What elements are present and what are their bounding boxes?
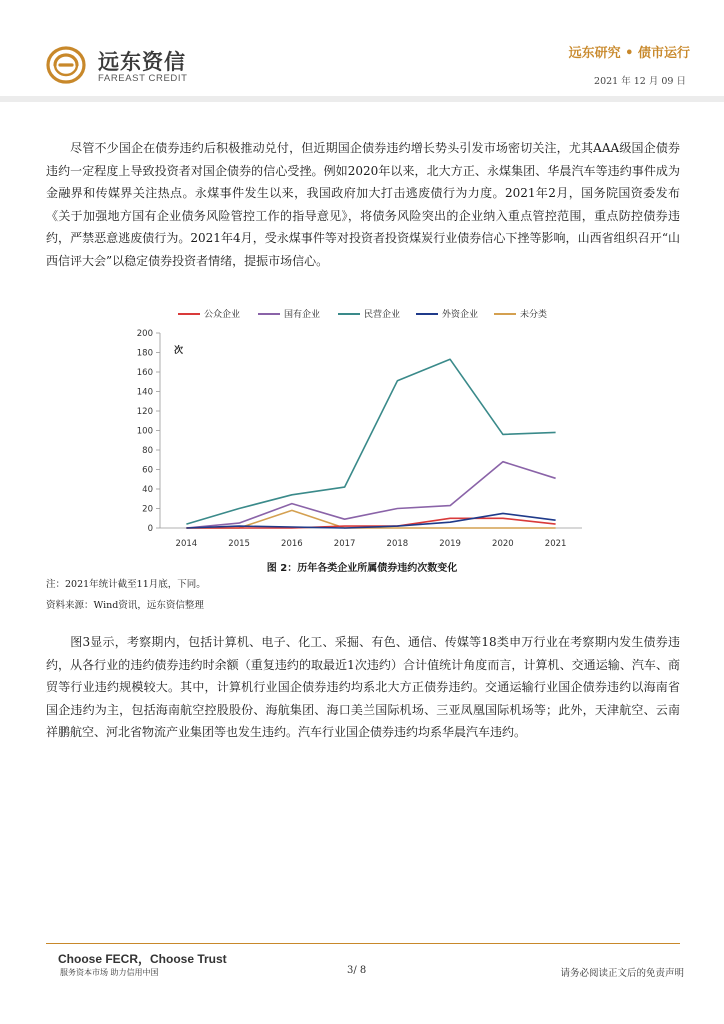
x-tick-label: 2015 [228,539,250,549]
figure-caption: 图 2：历年各类企业所属债券违约次数变化 [266,563,458,574]
series-line [186,359,555,524]
report-date: 2021 年 12 月 09 日 [594,76,686,87]
y-tick-label: 20 [142,504,153,515]
y-tick-label: 40 [142,485,153,495]
y-tick-label: 100 [136,426,153,437]
paragraph-2-text: 图3显示，考察期内，包括计算机、电子、化工、采掘、有色、通信、传媒等18类申万行业在考察期内发生债券违约，从各行业的违约债券违约时余额（重复违约的取最近1次违约）合计值统计角度而言，计算机、交通运输、汽车、商贸等行业违约规模较大。其中，计算机行业国企债券违约均系北大方正债券违约。交通运输行业国企债券违约以海南省国企违约为主，包括海南航空控股股份、海航集团、海口美兰国际机场、三亚凤凰国际机场等；此外，天津航空、云南祥鹏航空、河北省物流产业集团等也发生违约。汽车行业国企债券违约均系华晨汽车违约。 [46,635,680,740]
x-tick-label: 2019 [439,539,461,549]
body-paragraph-2 [46,631,680,744]
brand-name-cn: 远东资信 [98,50,186,74]
y-tick-label: 140 [136,387,153,398]
x-tick-label: 2016 [281,539,303,549]
paragraph-1-text: 尽管不少国企在债券违约后积极推动兑付，但近期国企债券违约增长势头引发市场密切关注，尤其AAA级国企债券违约一定程度上导致投资者对国企债券的信心受挫。例如2020年以来，北大方正、永煤集团、华晨汽车等违约事件成为金融界和传媒界关注热点。永煤事件发生以来，我国政府加大打击逃废债行为力度。2021年2月，国务院国资委发布《关于加强地方国有企业债务风险管控工作的指导意见》，将债务风险突出的企业纳入重点管控范围，重点防控债券违约，严禁恶意逃废债行为。2021年4月，受永煤事件等对投资者投资煤炭行业债券信心下挫等影响，山西省组织召开“山西信评大会”以稳定债券投资者情绪，提振市场信心。 [46,141,680,268]
chart-note: 注：2021年统计截至11月底，下同。 [46,579,206,590]
y-tick-label: 120 [136,407,153,417]
y-tick-label: 0 [147,524,153,534]
fareast-logo-icon [42,44,90,86]
page-number: 3/ 8 [347,965,367,976]
footer-subslogan: 服务资本市场 助力信用中国 [60,968,159,977]
legend-label: 未分类 [520,310,548,320]
x-tick-label: 2018 [386,539,409,549]
y-axis-unit-label: 次 [174,346,184,356]
footer-divider [46,943,680,944]
y-tick-label: 200 [136,329,153,339]
y-tick-label: 160 [136,368,153,378]
legend-label: 外资企业 [442,310,479,320]
report-section-title: 远东研究 • 债市运行 [568,46,690,61]
y-tick-label: 180 [136,348,153,359]
x-tick-label: 2017 [333,539,356,549]
footer-slogan: Choose FECR，Choose Trust [58,952,227,966]
legend-label: 国有企业 [284,310,321,320]
legend-label: 公众企业 [204,310,241,320]
x-tick-label: 2021 [544,539,567,549]
brand-name-en: FAREAST CREDIT [98,73,188,84]
y-tick-label: 60 [142,465,153,476]
footer-disclaimer: 请务必阅读正文后的免责声明 [560,968,684,979]
chart-source: 资料来源：Wind资讯，远东资信整理 [46,600,204,611]
x-tick-label: 2014 [175,539,198,549]
x-tick-label: 2020 [492,539,514,549]
default-count-line-chart [120,302,590,554]
header-divider [0,96,724,102]
body-paragraph-1 [46,137,680,273]
legend-label: 民营企业 [364,310,401,320]
y-tick-label: 80 [142,446,153,456]
